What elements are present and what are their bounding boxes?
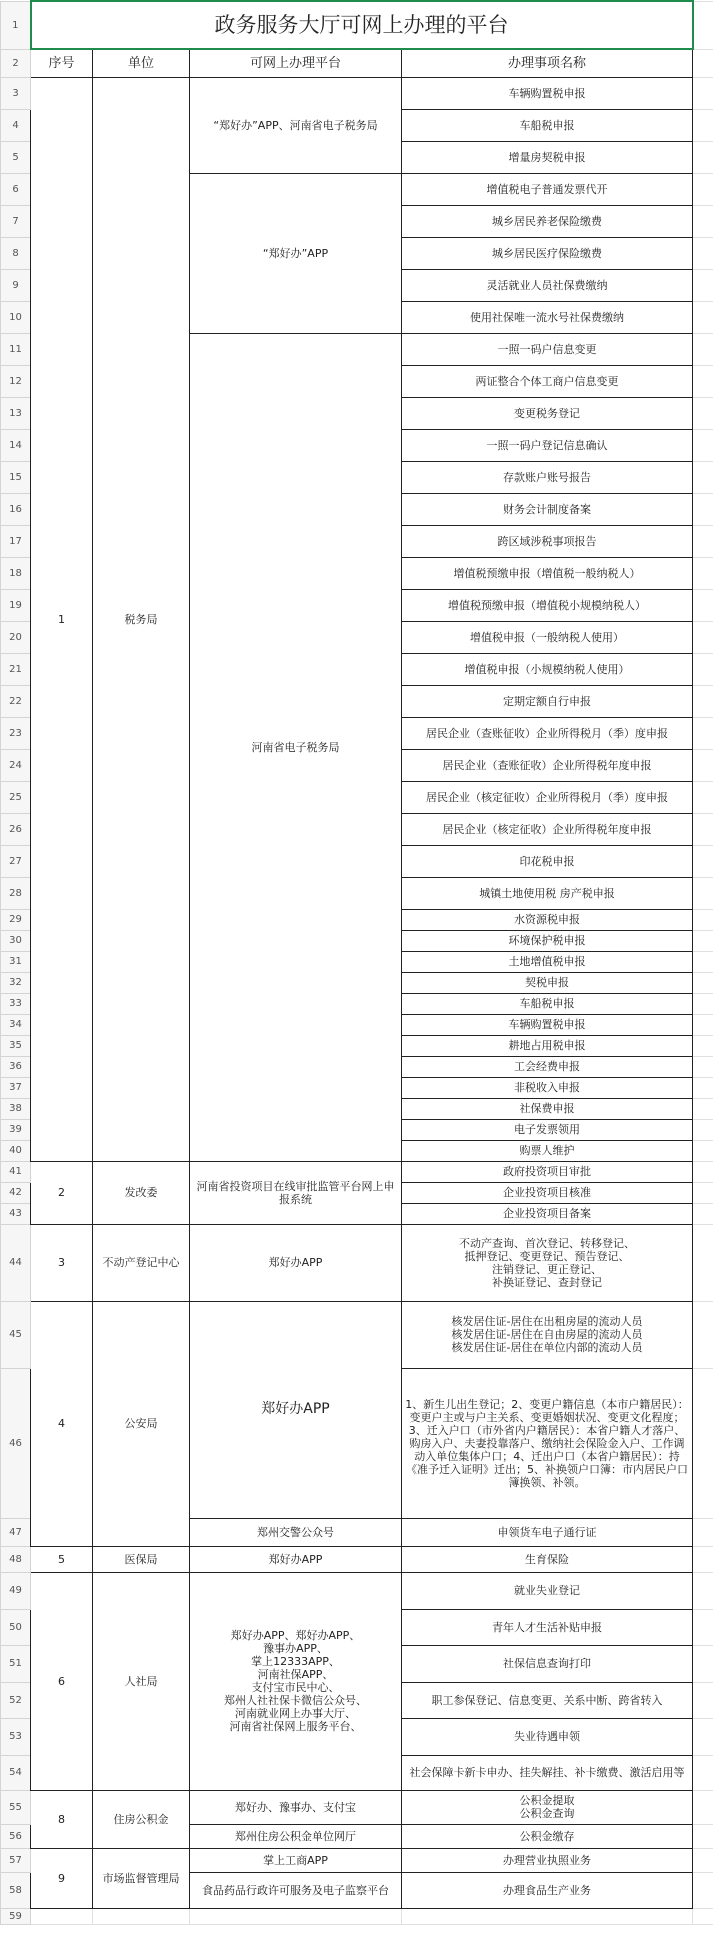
row-number[interactable]: 29 (1, 909, 31, 930)
row-number[interactable]: 32 (1, 972, 31, 993)
row-number[interactable]: 43 (1, 1203, 31, 1224)
item-cell[interactable]: 居民企业（核定征收）企业所得税月（季）度申报 (402, 781, 693, 813)
row-number[interactable]: 58 (1, 1872, 31, 1908)
item-cell[interactable]: 印花税申报 (402, 845, 693, 877)
item-cell[interactable]: 增值税预缴申报（增值税小规模纳税人） (402, 589, 693, 621)
platform-cell[interactable]: 郑好办、豫事办、支付宝 (190, 1790, 402, 1824)
item-cell[interactable]: 灵活就业人员社保费缴纳 (402, 269, 693, 301)
row-number[interactable]: 45 (1, 1301, 31, 1368)
row-number[interactable]: 50 (1, 1609, 31, 1645)
item-cell[interactable]: 车船税申报 (402, 109, 693, 141)
item-cell[interactable]: 社保信息查询打印 (402, 1645, 693, 1682)
row-number[interactable]: 53 (1, 1718, 31, 1755)
platform-cell[interactable]: “郑好办”APP、河南省电子税务局 (190, 77, 402, 173)
item-cell[interactable]: 失业待遇申领 (402, 1718, 693, 1755)
row-number[interactable]: 8 (1, 237, 31, 269)
row-number[interactable]: 41 (1, 1161, 31, 1182)
item-cell[interactable]: 存款账户账号报告 (402, 461, 693, 493)
platform-cell[interactable]: 郑州交警公众号 (190, 1518, 402, 1546)
item-cell[interactable]: 企业投资项目核准 (402, 1182, 693, 1203)
item-cell[interactable]: 居民企业（核定征收）企业所得税年度申报 (402, 813, 693, 845)
unit-cell[interactable]: 市场监督管理局 (93, 1848, 190, 1908)
item-cell[interactable]: 青年人才生活补贴申报 (402, 1609, 693, 1645)
seq-cell[interactable]: 4 (31, 1301, 93, 1546)
row-number[interactable]: 30 (1, 930, 31, 951)
item-cell[interactable]: 跨区域涉税事项报告 (402, 525, 693, 557)
item-cell[interactable]: 增值税申报（一般纳税人使用） (402, 621, 693, 653)
header-seq[interactable]: 序号 (31, 49, 93, 77)
item-cell[interactable]: 政府投资项目审批 (402, 1161, 693, 1182)
row-number[interactable]: 54 (1, 1755, 31, 1790)
platform-cell[interactable]: 掌上工商APP (190, 1848, 402, 1872)
item-cell[interactable]: 车辆购置税申报 (402, 77, 693, 109)
item-cell[interactable]: 1、新生儿出生登记；2、变更户籍信息（本市户籍居民）：变更户主或与户主关系、变更婚姻状况、变更文化程度；3、迁入户口（市外省内户籍居民）：本省户籍人才落户、购房入户、夫妻投靠落户、缴纳社会保险金入户、工作调动入单位集体户口；4、迁出户口（本省户籍居民）：持《准予迁入证明》迁出；5、补换领户口簿：市内居民户口簿换领、补领。 (402, 1368, 693, 1518)
row-number[interactable]: 23 (1, 717, 31, 749)
row-number[interactable]: 4 (1, 109, 31, 141)
row-number[interactable]: 22 (1, 685, 31, 717)
platform-cell[interactable]: 郑州住房公积金单位网厅 (190, 1824, 402, 1848)
row-number[interactable]: 34 (1, 1014, 31, 1035)
unit-cell[interactable]: 发改委 (93, 1161, 190, 1224)
unit-cell[interactable]: 公安局 (93, 1301, 190, 1546)
item-cell[interactable]: 土地增值税申报 (402, 951, 693, 972)
seq-cell[interactable]: 8 (31, 1790, 93, 1848)
item-cell[interactable]: 申领货车电子通行证 (402, 1518, 693, 1546)
row-number[interactable]: 24 (1, 749, 31, 781)
item-cell[interactable]: 车辆购置税申报 (402, 1014, 693, 1035)
row-number[interactable]: 12 (1, 365, 31, 397)
row-number[interactable]: 33 (1, 993, 31, 1014)
row-number[interactable]: 20 (1, 621, 31, 653)
row-number[interactable]: 27 (1, 845, 31, 877)
item-cell[interactable]: 环境保护税申报 (402, 930, 693, 951)
platform-cell[interactable]: 食品药品行政许可服务及电子监察平台 (190, 1872, 402, 1908)
row-number[interactable]: 3 (1, 77, 31, 109)
row-number[interactable]: 49 (1, 1572, 31, 1609)
platform-cell[interactable]: 郑好办APP、郑好办APP、 豫事办APP、 掌上12333APP、 河南社保APP、 支付宝市民中心、 郑州人社社保卡微信公众号、 河南就业网上办事大厅、 河南省社保网上服务平台、 (190, 1572, 402, 1790)
row-number[interactable]: 17 (1, 525, 31, 557)
item-cell[interactable]: 公积金缴存 (402, 1824, 693, 1848)
row-number[interactable]: 14 (1, 429, 31, 461)
item-cell[interactable]: 增值税预缴申报（增值税一般纳税人） (402, 557, 693, 589)
row-number[interactable]: 9 (1, 269, 31, 301)
row-number[interactable]: 18 (1, 557, 31, 589)
row-number[interactable]: 6 (1, 173, 31, 205)
row-number[interactable]: 28 (1, 877, 31, 909)
seq-cell[interactable]: 9 (31, 1848, 93, 1908)
row-number[interactable]: 48 (1, 1546, 31, 1572)
row-number[interactable]: 19 (1, 589, 31, 621)
platform-cell[interactable]: 河南省投资项目在线审批监管平台网上申报系统 (190, 1161, 402, 1224)
item-cell[interactable]: 两证整合个体工商户信息变更 (402, 365, 693, 397)
row-number[interactable]: 31 (1, 951, 31, 972)
item-cell[interactable]: 增值税申报（小规模纳税人使用） (402, 653, 693, 685)
unit-cell[interactable]: 不动产登记中心 (93, 1224, 190, 1301)
row-number[interactable]: 51 (1, 1645, 31, 1682)
unit-cell[interactable]: 人社局 (93, 1572, 190, 1790)
row-number[interactable]: 26 (1, 813, 31, 845)
item-cell[interactable]: 居民企业（查账征收）企业所得税年度申报 (402, 749, 693, 781)
platform-cell[interactable]: 郑好办APP (190, 1546, 402, 1572)
item-cell[interactable]: 一照一码户信息变更 (402, 333, 693, 365)
row-number[interactable]: 16 (1, 493, 31, 525)
item-cell[interactable]: 一照一码户登记信息确认 (402, 429, 693, 461)
row-number[interactable]: 59 (1, 1908, 31, 1924)
row-number[interactable]: 35 (1, 1035, 31, 1056)
seq-cell[interactable]: 6 (31, 1572, 93, 1790)
row-number[interactable]: 21 (1, 653, 31, 685)
unit-cell[interactable]: 医保局 (93, 1546, 190, 1572)
platform-cell[interactable]: 郑好办APP (190, 1301, 402, 1518)
row-number[interactable]: 55 (1, 1790, 31, 1824)
item-cell[interactable]: 变更税务登记 (402, 397, 693, 429)
row-number[interactable]: 47 (1, 1518, 31, 1546)
item-cell[interactable]: 城乡居民养老保险缴费 (402, 205, 693, 237)
item-cell[interactable]: 就业失业登记 (402, 1572, 693, 1609)
row-number[interactable]: 11 (1, 333, 31, 365)
row-number[interactable]: 37 (1, 1077, 31, 1098)
row-number[interactable]: 5 (1, 141, 31, 173)
row-number[interactable]: 52 (1, 1682, 31, 1718)
item-cell[interactable]: 增量房契税申报 (402, 141, 693, 173)
platform-cell[interactable]: “郑好办”APP (190, 173, 402, 333)
row-number[interactable]: 40 (1, 1140, 31, 1161)
unit-cell[interactable]: 税务局 (93, 77, 190, 1161)
seq-cell[interactable]: 2 (31, 1161, 93, 1224)
header-platform[interactable]: 可网上办理平台 (190, 49, 402, 77)
sheet-title[interactable]: 政务服务大厅可网上办理的平台 (31, 1, 693, 49)
row-number[interactable]: 57 (1, 1848, 31, 1872)
row-number[interactable]: 25 (1, 781, 31, 813)
row-number[interactable]: 2 (1, 49, 31, 77)
item-cell[interactable]: 职工参保登记、信息变更、关系中断、跨省转入 (402, 1682, 693, 1718)
row-number[interactable]: 7 (1, 205, 31, 237)
item-cell[interactable]: 契税申报 (402, 972, 693, 993)
item-cell[interactable]: 非税收入申报 (402, 1077, 693, 1098)
platform-cell[interactable]: 郑好办APP (190, 1224, 402, 1301)
item-cell[interactable]: 不动产查询、首次登记、转移登记、 抵押登记、变更登记、预告登记、 注销登记、更正登记、 补换证登记、查封登记 (402, 1224, 693, 1301)
item-cell[interactable]: 社会保障卡新卡申办、挂失解挂、补卡缴费、激活启用等 (402, 1755, 693, 1790)
item-cell[interactable]: 核发居住证-居住在出租房屋的流动人员 核发居住证-居住在自由房屋的流动人员 核发居住证-居住在单位内部的流动人员 (402, 1301, 693, 1368)
item-cell[interactable]: 耕地占用税申报 (402, 1035, 693, 1056)
item-cell[interactable]: 电子发票领用 (402, 1119, 693, 1140)
item-cell[interactable]: 企业投资项目备案 (402, 1203, 693, 1224)
item-cell[interactable]: 定期定额自行申报 (402, 685, 693, 717)
item-cell[interactable]: 城镇土地使用税 房产税申报 (402, 877, 693, 909)
row-number[interactable]: 56 (1, 1824, 31, 1848)
row-number[interactable]: 46 (1, 1368, 31, 1518)
item-cell[interactable]: 居民企业（查账征收）企业所得税月（季）度申报 (402, 717, 693, 749)
item-cell[interactable]: 水资源税申报 (402, 909, 693, 930)
item-cell[interactable]: 工会经费申报 (402, 1056, 693, 1077)
row-number[interactable]: 42 (1, 1182, 31, 1203)
row-number[interactable]: 13 (1, 397, 31, 429)
row-number[interactable]: 39 (1, 1119, 31, 1140)
row-number[interactable]: 10 (1, 301, 31, 333)
row-number[interactable]: 1 (1, 1, 31, 49)
item-cell[interactable]: 社保费申报 (402, 1098, 693, 1119)
item-cell[interactable]: 城乡居民医疗保险缴费 (402, 237, 693, 269)
header-item[interactable]: 办理事项名称 (402, 49, 693, 77)
item-cell[interactable]: 公积金提取 公积金查询 (402, 1790, 693, 1824)
row-number[interactable]: 36 (1, 1056, 31, 1077)
seq-cell[interactable]: 5 (31, 1546, 93, 1572)
header-unit[interactable]: 单位 (93, 49, 190, 77)
unit-cell[interactable]: 住房公积金 (93, 1790, 190, 1848)
platform-cell[interactable]: 河南省电子税务局 (190, 333, 402, 1161)
row-number[interactable]: 15 (1, 461, 31, 493)
item-cell[interactable]: 车船税申报 (402, 993, 693, 1014)
item-cell[interactable]: 购票人维护 (402, 1140, 693, 1161)
item-cell[interactable]: 办理食品生产业务 (402, 1872, 693, 1908)
item-cell[interactable]: 办理营业执照业务 (402, 1848, 693, 1872)
seq-cell[interactable]: 3 (31, 1224, 93, 1301)
row-number[interactable]: 44 (1, 1224, 31, 1301)
item-cell[interactable]: 使用社保唯一流水号社保费缴纳 (402, 301, 693, 333)
seq-cell[interactable]: 1 (31, 77, 93, 1161)
item-cell[interactable]: 财务会计制度备案 (402, 493, 693, 525)
item-cell[interactable]: 生育保险 (402, 1546, 693, 1572)
item-cell[interactable]: 增值税电子普通发票代开 (402, 173, 693, 205)
row-number[interactable]: 38 (1, 1098, 31, 1119)
